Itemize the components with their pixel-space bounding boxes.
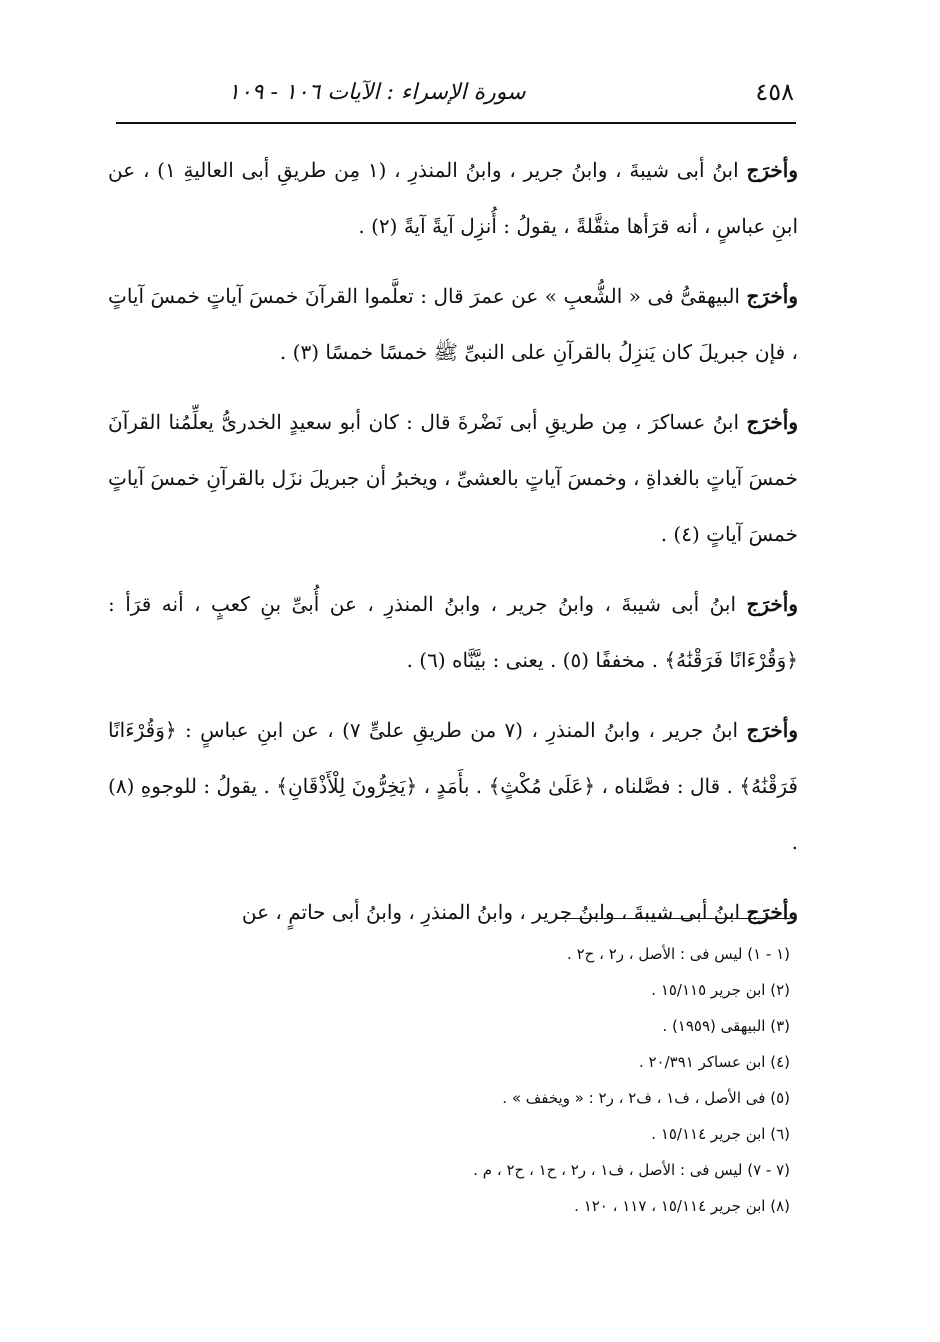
page-header bbox=[118, 72, 794, 112]
page-number: ٤٥٨ bbox=[755, 78, 794, 106]
paragraph bbox=[108, 702, 798, 870]
header-rule bbox=[116, 122, 796, 124]
footnote: (٥) فى الأصل ، ف١ ، ف٢ ، ر٢ : « ويخفف » . bbox=[502, 1089, 790, 1107]
footnotes bbox=[420, 936, 790, 1224]
paragraph bbox=[108, 394, 798, 562]
footnote: (٧ - ٧) ليس فى : الأصل ، ف١ ، ر٢ ، ح١ ، ح٢ ، م . bbox=[473, 1161, 790, 1179]
paragraph-text: ابنُ أبى شيبةَ ، وابنُ جرير ، وابنُ المنذرِ ، (١ مِن طريقِ أبى العاليةِ ١) ، عن ابنِ عباسٍ ، أنه قرَأها مثقَّلةً ، يقولُ : أُنزِل آيةً آيةً (٢) . bbox=[108, 158, 798, 238]
footnote: (٨) ابن جرير ١٥/١١٤ ، ١١٧ ، ١٢٠ . bbox=[574, 1197, 790, 1215]
footnote: (٣) البيهقى (١٩٥٩) . bbox=[662, 1017, 790, 1035]
paragraph-text: البيهقىُّ فى « الشُّعبِ » عن عمرَ قال : تعلَّموا القرآنَ خمسَ آياتٍ خمسَ آياتٍ ، فإن جبريلَ كان يَنزِلُ بالقرآنِ على النبىِّ ﷺ خمسًا خمسًا (٣) . bbox=[108, 284, 798, 364]
paragraph bbox=[108, 142, 798, 254]
paragraph bbox=[108, 576, 798, 688]
paragraph-lead: وأخرَج bbox=[746, 718, 798, 742]
footnote: (٦) ابن جرير ١٥/١١٤ . bbox=[651, 1125, 790, 1143]
paragraph bbox=[108, 884, 798, 940]
paragraph-text: ابنُ أبى شيبةَ ، وابنُ جرير ، وابنُ المنذرِ ، وابنُ أبى حاتمٍ ، عن bbox=[241, 900, 747, 924]
paragraph-lead: وأخرَج bbox=[746, 158, 798, 182]
paragraph-lead: وأخرَج bbox=[746, 284, 798, 308]
footnote: (١ - ١) ليس فى : الأصل ، ر٢ ، ح٢ . bbox=[567, 945, 790, 963]
paragraph bbox=[108, 268, 798, 380]
main-text bbox=[108, 142, 798, 954]
paragraph-text: ابنُ عساكرَ ، مِن طريقِ أبى نَضْرةَ قال : كان أبو سعيدٍ الخدرىُّ يعلِّمُنا القرآنَ خمسَ آياتٍ بالغداةِ ، وخمسَ آياتٍ بالعشىِّ ، ويخبرُ أن جبريلَ نزَل بالقرآنِ خمسَ آياتٍ خمسَ آياتٍ (٤) . bbox=[108, 410, 798, 546]
paragraph-text: ابنُ أبى شيبةَ ، وابنُ جرير ، وابنُ المنذرِ ، عن أُبىِّ بنِ كعبٍ ، أنه قرَأ : ﴿وَقُرْءَانًا فَرَقْنَٰهُ﴾ . مخففًا (٥) . يعنى : بيَّنَّاه (٦) . bbox=[108, 592, 798, 672]
paragraph-lead: وأخرَج bbox=[746, 900, 798, 924]
footnote-rule bbox=[556, 918, 790, 919]
footnote: (٢) ابن جرير ١٥/١١٥ . bbox=[651, 981, 790, 999]
paragraph-lead: وأخرَج bbox=[746, 592, 798, 616]
paragraph-text: ابنُ جرير ، وابنُ المنذرِ ، (٧ من طريقِ علىٍّ ٧) ، عن ابنِ عباسٍ : ﴿وَقُرْءَانًا فَرَقْنَٰهُ﴾ . قال : فصَّلناه ، ﴿عَلَىٰ مُكْثٍ﴾ . بأَمَدٍ ، ﴿يَخِرُّونَ لِلْأَذْقَانِ﴾ . يقولُ : للوجوهِ (٨) . bbox=[108, 718, 798, 854]
running-title: سورة الإسراء : الآيات ١٠٦ - ١٠٩ bbox=[228, 79, 526, 105]
paragraph-lead: وأخرَج bbox=[746, 410, 798, 434]
footnote: (٤) ابن عساكر ٢٠/٣٩١ . bbox=[638, 1053, 790, 1071]
